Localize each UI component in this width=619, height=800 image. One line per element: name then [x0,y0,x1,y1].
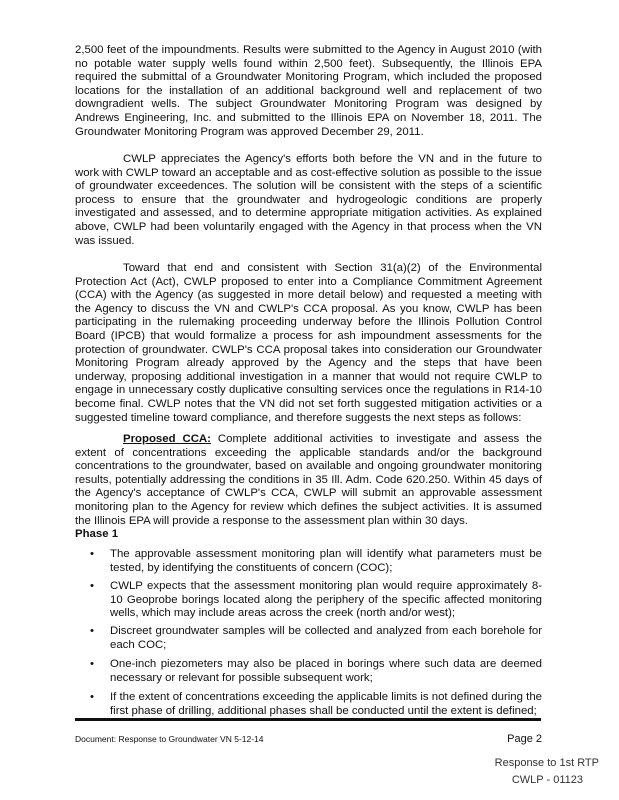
proposed-cca-text: Complete additional activities to investigate and assess the extent of concentrations exceeding the applicable standards and/or the background concentrations to the groundwater, based on available and ongoing groundwater monitoring results, potentially addressing the conditions in 35 Ill. Adm. Code 620.250. Within 45 days of the Agency's acceptance of CWLP's CCA, CWLP will submit an approvable assessment monitoring plan to the Agency for review which defines the subject activities. It is assumed the Illinois EPA will provide a response to the assessment plan within 30 days. [75,433,542,527]
list-item [90,625,542,652]
bullet-icon: • [90,548,94,560]
bates-stamp-line2: CWLP - 01123 [511,774,583,786]
list-item-text: Discreet groundwater samples will be collected and analyzed from each borehole for each COC; [110,625,542,651]
bullet-icon: • [90,580,94,592]
phase-heading: Phase 1 [75,528,119,540]
paragraph-proposed-cca [75,433,542,528]
list-item-text: The approvable assessment monitoring plan will identify what parameters must be tested, by identifying the constituents of concern (COC); [110,548,542,574]
footer-divider [75,718,541,721]
bullet-icon: • [90,658,94,670]
bullet-icon: • [90,625,94,637]
paragraph-cwlp-appreciation: CWLP appreciates the Agency's efforts both before the VN and in the future to work with CWLP toward an acceptable and as cost-effective solution as possible to the issue of groundwater exceedences. The solution will be consistent with the steps of a scientific process to ensure that the groundwater and hydrogeologic conditions are properly investigated and assessed, and to determine appropriate mitigation activities. As explained above, CWLP had been voluntarily engaged with the Agency in that process when the VN was issued. [75,153,542,247]
list-item-text: One-inch piezometers may also be placed in borings where such data are deemed necessary or relevant for possible subsequent work; [110,658,542,684]
list-item-text: If the extent of concentrations exceeding the applicable limits is not defined during the first phase of drilling, additional phases shall be conducted until the extent is defined; [110,691,542,717]
footer-document-name: Document: Response to Groundwater VN 5-12-14 [75,734,264,744]
list-item [90,658,542,685]
list-item-text: CWLP expects that the assessment monitoring plan would require approximately 8-10 Geoprobe borings located along the periphery of the specific affected monitoring wells, which may include areas across the creek (north and/or west); [110,580,542,620]
list-item [90,691,542,718]
paragraph-toward-that-end: Toward that end and consistent with Section 31(a)(2) of the Environmental Protection Act (Act), CWLP proposed to enter into a Compliance Commitment Agreement (CCA) with the Agency (as suggested in more detail below) and requested a meeting with the Agency to discuss the VN and CWLP's CCA proposal. As you know, CWLP has been participating in the rulemaking proceeding underway before the Illinois Pollution Control Board (IPCB) that would formalize a process for ash impoundment assessments for the protection of groundwater. CWLP's CCA proposal takes into consideration our Groundwater Monitoring Program already approved by the Agency and the steps that have been underway, proposing additional investigation in a manner that would not require CWLP to engage in unnecessary costly duplicative consulting services once the regulations in R14-10 become final. CWLP notes that the VN did not set forth suggested mitigation activities or a suggested timeline toward compliance, and therefore suggests the next steps as follows: [75,262,542,424]
list-item [90,580,542,621]
list-item [90,548,542,575]
proposed-cca-label: Proposed CCA: [123,433,211,445]
bullet-icon: • [90,691,94,703]
footer-page-number: Page 2 [507,733,542,745]
paragraph-continuation: 2,500 feet of the impoundments. Results were submitted to the Agency in August 2010 (with no potable water supply wells found within 2,500 feet). Subsequently, the Illinois EPA required the submittal of a Groundwater Monitoring Program, which included the proposed locations for the installation of an additional background well and replacement of two downgradient wells. The subject Groundwater Monitoring Program was designed by Andrews Engineering, Inc. and submitted to the Illinois EPA on November 18, 2011. The Groundwater Monitoring Program was approved December 29, 2011. [75,44,542,138]
bates-stamp-line1: Response to 1st RTP [494,757,599,769]
